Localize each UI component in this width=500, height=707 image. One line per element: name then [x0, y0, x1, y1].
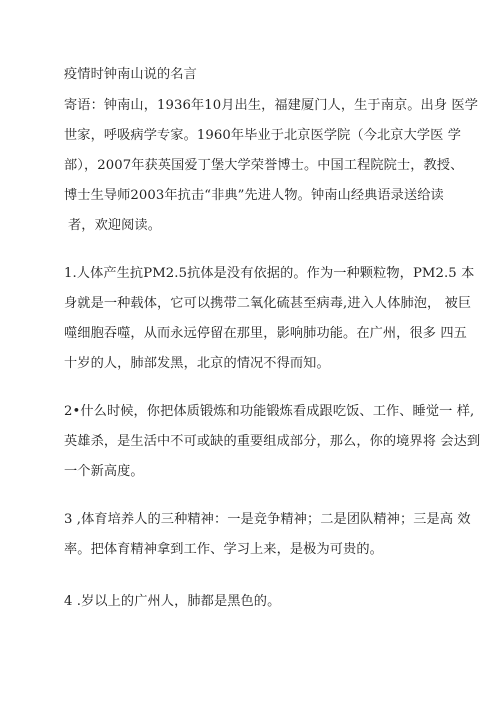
quote-3-line-1: 3 ,体育培养人的三种精神：一是竞争精神；二是团队精神；三是高 效 [64, 512, 471, 527]
quote-2-line-3: 一个新高度。 [64, 464, 144, 479]
quote-1-line-2: 身就是一种载体，它可以携带二氧化硫甚至病毒,进入人体肺泡， 被巨 [64, 296, 472, 311]
quote-1-line-1: 1.人体产生抗PM2.5抗体是没有依据的。作为一种颗粒物，PM2.5 本 [64, 266, 475, 281]
quote-2-line-1: 2•什么时候，你把体质锻炼和功能锻炼看成跟吃饭、工作、睡觉一 样, [64, 404, 475, 419]
quote-4-line-1: 4 .岁以上的广州人，肺都是黑色的。 [64, 594, 281, 609]
intro-line-3: 部），2007年获英国爱丁堡大学荣誉博士。中国工程院院士，教授、 [64, 158, 464, 173]
quote-1-line-4: 十岁的人，肺部发黑，北京的情况不得而知。 [64, 356, 330, 371]
quote-3-line-2: 率。把体育精神拿到工作、学习上来，是极为可贵的。 [64, 542, 383, 557]
intro-line-1: 寄语：钟南山，1936年10月出生，福建厦门人，生于南京。出身 医学 [64, 98, 478, 113]
document-title: 疫情时钟南山说的名言 [64, 67, 197, 82]
quote-2-line-2: 英雄杀，是生活中不可或缺的重要组成部分，那么，你的境界将 会达到 [64, 434, 481, 449]
intro-line-4: 博士生导师2003年抗击“非典”先进人物。钟南山经典语录送给读 [64, 188, 444, 203]
intro-line-2: 世家，呼吸病学专家。1960年毕业于北京医学院（今北京大学医 学 [64, 128, 462, 143]
quote-1-line-3: 噬细胞吞噬，从而永远停留在那里，影响肺功能。在广州，很多 四五 [64, 326, 467, 341]
intro-line-5: 者，欢迎阅读。 [68, 218, 162, 233]
